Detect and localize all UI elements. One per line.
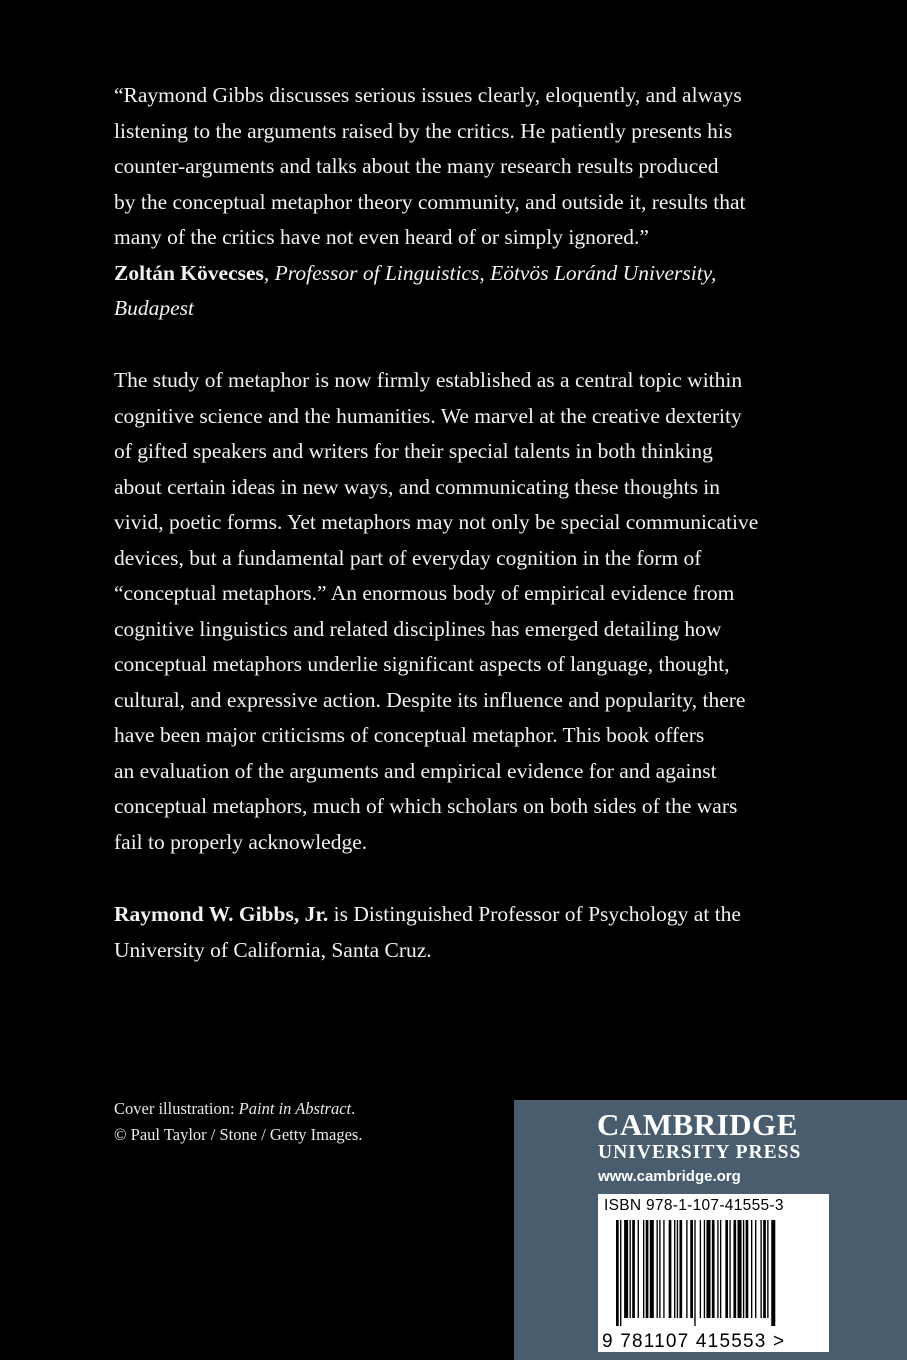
description-line: The study of metaphor is now firmly established as a central topic within <box>114 368 743 392</box>
description-line: devices, but a fundamental part of everyday cognition in the form of <box>114 545 702 570</box>
barcode-bar <box>624 1220 628 1318</box>
attribution-separator: , <box>263 260 275 285</box>
author-role: is Distinguished Professor of Psychology at the <box>328 902 741 926</box>
barcode-bar <box>738 1220 742 1318</box>
description-line: conceptual metaphors, much of which scholars on both sides of the wars <box>114 794 738 818</box>
barcode-bar <box>751 1220 752 1318</box>
description-line: cognitive linguistics and related disciplines has emerged detailing how <box>114 616 722 641</box>
book-description <box>114 363 814 860</box>
barcode-bar <box>616 1220 619 1326</box>
quote-line: “Raymond Gibbs discusses serious issues clearly, eloquently, and always <box>114 83 742 107</box>
publisher-press-label: UNIVERSITY PRESS <box>598 1142 802 1163</box>
isbn-label: ISBN 978-1-107-41555-3 <box>604 1197 784 1214</box>
barcode-digits: 9 781107 415553 > <box>602 1331 786 1352</box>
quote-line: by the conceptual metaphor theory community, and outside it, results that <box>114 189 746 214</box>
barcode-bar <box>700 1220 701 1318</box>
barcode-bar <box>659 1220 660 1318</box>
description-line: an evaluation of the arguments and empirical evidence for and against <box>114 758 717 783</box>
description-line: of gifted speakers and writers for their special talents in both thinking <box>114 439 713 463</box>
barcode-bar <box>663 1220 664 1318</box>
barcode-bar <box>771 1220 775 1326</box>
barcode-bar <box>690 1220 693 1318</box>
credit-title: Paint in Abstract <box>238 1099 352 1118</box>
description-line: “conceptual metaphors.” An enormous body of empirical evidence from <box>114 581 735 605</box>
author-bio-line <box>114 897 814 933</box>
description-line: have been major criticisms of conceptual metaphor. This book offers <box>114 723 705 747</box>
barcode-bar <box>767 1220 768 1318</box>
credit-prefix: Cover illustration: <box>114 1099 239 1118</box>
barcode-bar <box>679 1220 682 1318</box>
barcode-bar <box>686 1220 687 1318</box>
barcode-bar <box>650 1220 654 1318</box>
quote-attribution <box>114 256 814 292</box>
description-line: cultural, and expressive action. Despite its influence and popularity, there <box>114 687 746 712</box>
description-line: cognitive science and the humanities. We marvel at the creative dexterity <box>114 403 742 428</box>
barcode-bar <box>712 1220 715 1318</box>
barcode-box <box>598 1194 829 1352</box>
barcode-bar <box>657 1220 658 1318</box>
barcode-bar <box>725 1220 728 1318</box>
quote-line: counter-arguments and talks about the many research results produced <box>114 154 719 178</box>
barcode-bar <box>746 1220 749 1318</box>
author-bio <box>114 897 814 968</box>
barcode-bar <box>632 1220 635 1318</box>
barcode-bar <box>643 1220 644 1318</box>
barcode-bar <box>704 1220 705 1318</box>
author-affiliation: University of California, Santa Cruz. <box>114 937 432 962</box>
barcode-bar <box>729 1220 730 1318</box>
description-line: conceptual metaphors underlie significant aspects of language, thought, <box>114 652 730 676</box>
barcode-bar <box>720 1220 721 1318</box>
cover-illustration-credit <box>114 1096 362 1122</box>
barcode-bar <box>706 1220 710 1318</box>
barcode-bar <box>630 1220 631 1318</box>
barcode-bar <box>674 1220 675 1318</box>
author-name: Raymond W. Gibbs, Jr. <box>114 902 329 926</box>
barcode-bar <box>669 1220 672 1318</box>
barcode-bar <box>717 1220 718 1318</box>
attribution-name: Zoltán Kövecses <box>114 260 264 285</box>
publisher-panel <box>514 1100 907 1360</box>
description-line: vivid, poetic forms. Yet metaphors may not only be special communicative <box>114 510 759 534</box>
photo-credit: © Paul Taylor / Stone / Getty Images. <box>114 1125 363 1144</box>
barcode-bars <box>616 1220 775 1326</box>
description-line: fail to properly acknowledge. <box>114 829 368 854</box>
attribution-location: Budapest <box>114 296 195 320</box>
barcode-bar <box>743 1220 744 1318</box>
barcode-bar <box>763 1220 766 1318</box>
barcode-bar <box>760 1220 761 1318</box>
barcode-bar <box>755 1220 756 1318</box>
attribution-title: Professor of Linguistics, Eötvös Loránd University, <box>274 260 717 285</box>
publisher-logo-name: CAMBRIDGE <box>597 1107 798 1142</box>
quote-line: many of the critics have not even heard of or simply ignored.” <box>114 225 649 249</box>
credit-suffix: . <box>351 1099 356 1118</box>
description-line: about certain ideas in new ways, and communicating these thoughts in <box>114 474 721 499</box>
barcode-graphic <box>598 1220 829 1352</box>
barcode-bar <box>733 1220 736 1318</box>
barcode-bar <box>677 1220 678 1318</box>
publisher-url: www.cambridge.org <box>598 1168 741 1185</box>
barcode-bar <box>694 1220 695 1326</box>
cover-credits <box>114 1096 362 1148</box>
endorsement-quote <box>114 78 814 327</box>
barcode-bar <box>620 1220 621 1326</box>
barcode-bar <box>638 1220 639 1318</box>
quote-line: listening to the arguments raised by the critics. He patiently presents his <box>114 118 733 143</box>
barcode-bar <box>646 1220 649 1318</box>
